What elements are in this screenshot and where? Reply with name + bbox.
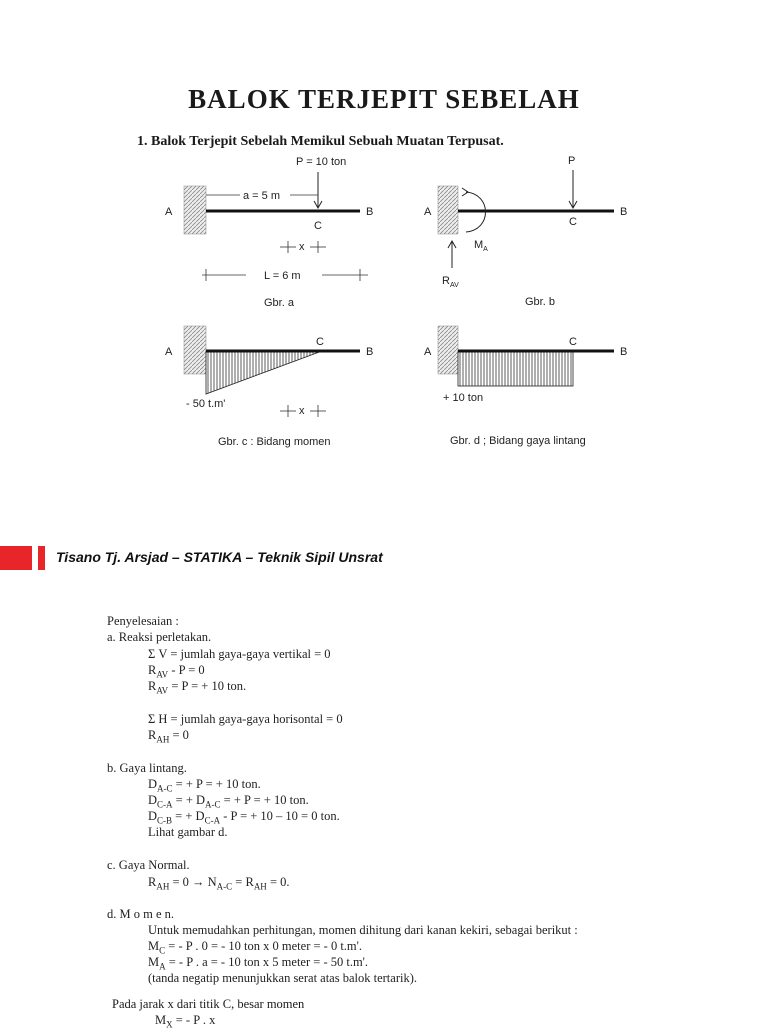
equation-line: $D_{C-B}$ = + $D_{C-A}$ - P = + 10 – 10 = 0 ton. [148,809,340,826]
equation-line: $R_{AH} = 0 \to N_{A-C} = R_{AH} = 0$. [148,875,290,892]
text-line: Untuk memudahkan perhitungan, momen dihitung dari kanan kekiri, sebagai berikut : [148,923,578,937]
figure-b [424,155,627,308]
caption-b: Gbr. b [525,296,555,308]
banner-accent [0,546,32,570]
fixed-support [438,186,458,234]
load-label: P = 10 ton [296,156,347,168]
section-b-title: b. Gaya lintang. [107,761,187,775]
span-label: L = 6 m [264,270,301,282]
equation-line: $D_{C-A}$ = + $D_{A-C}$ = + P = + 10 ton. [148,793,309,810]
author-banner: Tisano Tj. Arsjad – STATIKA – Teknik Sipil Unsrat [56,549,383,565]
point-c-label: C [569,216,577,228]
text-line: Pada jarak x dari titik C, besar momen [112,997,305,1011]
shear-value: + 10 ton [443,392,484,404]
caption-c: Gbr. c : Bidang momen [218,436,331,448]
point-a-label: A [424,346,432,358]
section-d-title: d. M o m e n. [107,907,175,921]
point-b-label: B [366,206,374,218]
equation-line: $M_C$ = - P . 0 = - 10 ton x 0 meter = - 0 t.m'. [148,939,363,956]
caption-a: Gbr. a [264,297,294,309]
reaction-label: $R_{AV}$ [442,275,459,289]
point-a-label: A [424,206,432,218]
moment-label: $M_A$ [474,239,488,253]
moment-value: - 50 t.m' [186,398,226,410]
figure-a [165,156,373,309]
point-b-label: B [366,346,374,358]
moment-area [206,351,322,394]
caption-d: Gbr. d ; Bidang gaya lintang [450,435,586,447]
equation-line: $R_{AV} - P = 0$ [148,663,205,680]
text-line: (tanda negatip menunjukkan serat atas balok tertarik). [148,971,417,985]
page-title: BALOK TERJEPIT SEBELAH [188,84,580,114]
section-c-title: c. Gaya Normal. [107,858,190,872]
solution-heading: Penyelesaian : [107,614,179,628]
point-b-label: B [620,206,628,218]
x-label: x [299,241,305,253]
point-a-label: A [165,346,173,358]
fixed-support [184,186,206,234]
figure-c [165,326,373,448]
shear-area [458,351,573,386]
point-b-label: B [620,346,628,358]
load-label: P [568,155,576,167]
figure-d [424,326,627,447]
point-c-label: C [569,336,577,348]
equation-line: $M_A$ = - P . a = - 10 ton x 5 meter = - 50 t.m'. [148,955,369,972]
fixed-support [438,326,458,374]
equation-line: Lihat gambar d. [148,825,228,839]
equation-line: $M_X$ = - P . x [155,1013,216,1030]
equation-line: $R_{AV} = P$ = + 10 ton. [148,679,247,696]
equation-line: Σ V = jumlah gaya-gaya vertikal = 0 [148,647,331,661]
equation-line: $R_{AH} = 0$ [148,728,189,745]
point-c-label: C [314,220,322,232]
beam-diagrams [0,150,768,460]
section-a-title: a. Reaksi perletakan. [107,630,212,644]
banner-bar [38,546,45,570]
x-label: x [299,405,305,417]
fixed-support [184,326,206,374]
equation-line: $D_{A-C}$ = + P = + 10 ton. [148,777,261,794]
equation-line: Σ H = jumlah gaya-gaya horisontal = 0 [148,712,343,726]
point-a-label: A [165,206,173,218]
distance-a-label: a = 5 m [243,190,280,202]
section-heading: 1. Balok Terjepit Sebelah Memikul Sebuah Muatan Terpusat. [137,134,504,149]
point-c-label: C [316,336,324,348]
